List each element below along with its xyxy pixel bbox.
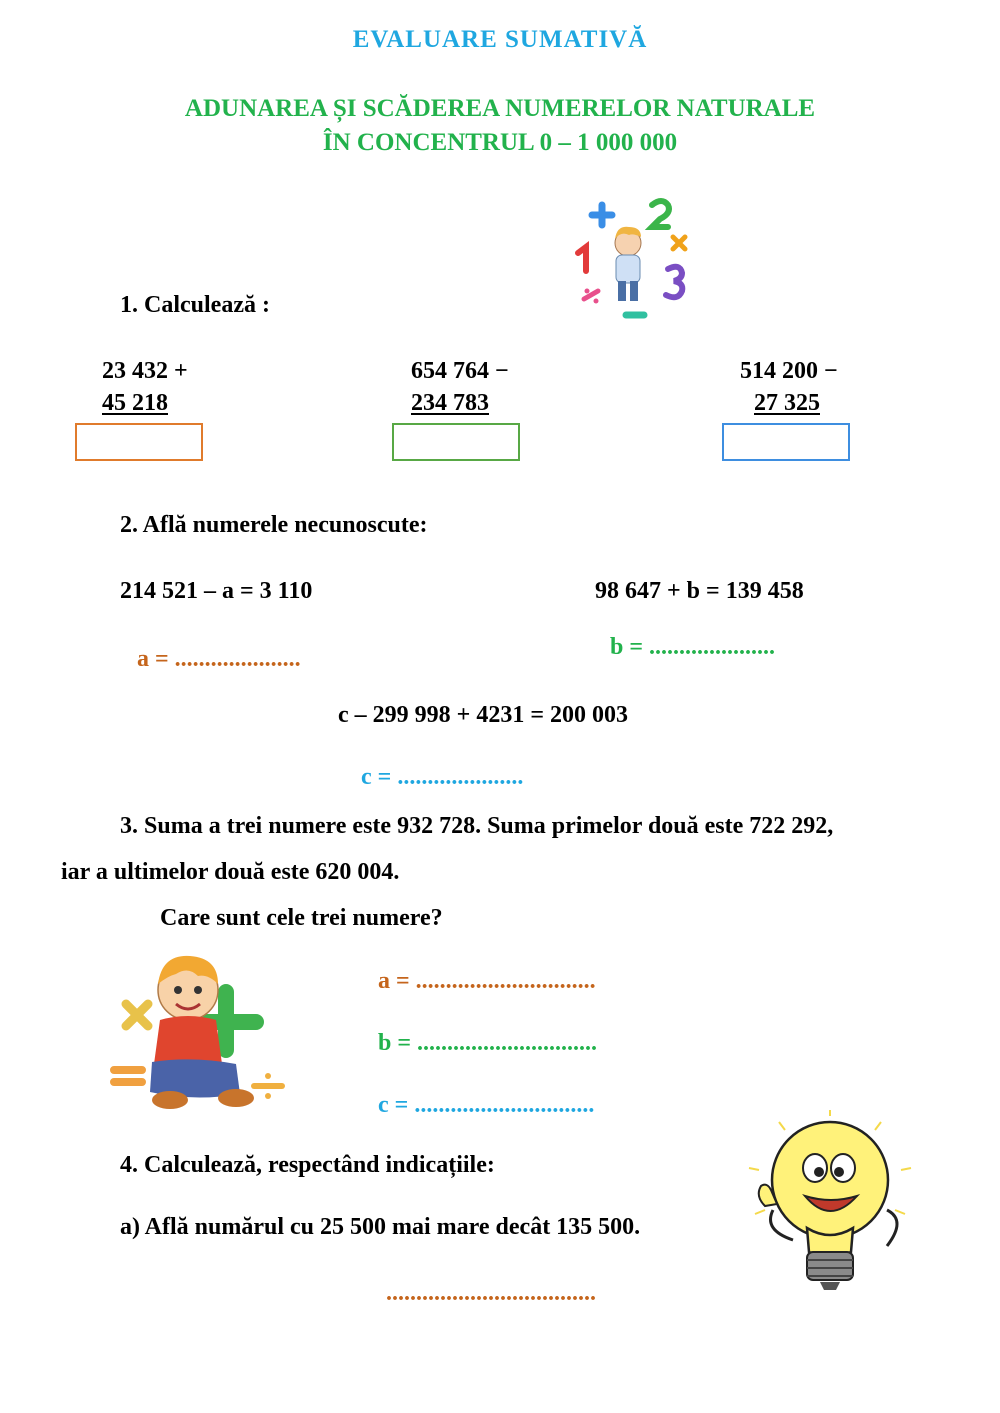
answer-box-1[interactable] bbox=[75, 423, 203, 461]
exercise-4-item-a: a) Află numărul cu 25 500 mai mare decât 135 500. bbox=[120, 1214, 641, 1240]
answer-b-line[interactable]: b = ..................... bbox=[610, 634, 776, 660]
subtitle-line-2: ÎN CONCENTRUL 0 – 1 000 000 bbox=[322, 129, 678, 156]
exercise-2-heading: 2. Află numerele necunoscute: bbox=[120, 512, 428, 538]
answer-box-2[interactable] bbox=[392, 423, 520, 461]
equation-c: c – 299 998 + 4231 = 200 003 bbox=[338, 702, 629, 728]
exercise-3-answer-a[interactable]: a = .............................. bbox=[378, 968, 596, 994]
answer-box-3[interactable] bbox=[722, 423, 850, 461]
equation-a: 214 521 – a = 3 110 bbox=[120, 578, 313, 604]
operation-3-top: 514 200 − bbox=[740, 358, 838, 384]
exercise-4-heading: 4. Calculează, respectând indicațiile: bbox=[120, 1152, 495, 1178]
operation-1-bottom: 45 218 bbox=[102, 390, 168, 416]
exercise-3-line-2: iar a ultimelor două este 620 004. bbox=[61, 859, 400, 885]
exercise-3-answer-c[interactable]: c = .............................. bbox=[378, 1092, 595, 1118]
operation-1-top: 23 432 + bbox=[102, 358, 188, 384]
exercise-3-line-1: 3. Suma a trei numere este 932 728. Suma primelor două este 722 292, bbox=[120, 813, 834, 839]
math-boy-illustration bbox=[570, 195, 700, 325]
page-title: EVALUARE SUMATIVĂ bbox=[352, 26, 648, 53]
exercise-4-answer-line[interactable]: ................................... bbox=[386, 1280, 596, 1306]
light-bulb-illustration bbox=[745, 1110, 915, 1295]
operation-2-top: 654 764 − bbox=[411, 358, 509, 384]
page-subtitle bbox=[0, 92, 1000, 160]
answer-a-line[interactable]: a = ..................... bbox=[137, 646, 301, 672]
boy-math-signs-illustration bbox=[108, 950, 286, 1122]
operation-3-bottom: 27 325 bbox=[754, 390, 820, 416]
operation-2-bottom: 234 783 bbox=[411, 390, 489, 416]
exercise-3-answer-b[interactable]: b = .............................. bbox=[378, 1030, 598, 1056]
exercise-1-heading: 1. Calculează : bbox=[120, 292, 270, 318]
equation-b: 98 647 + b = 139 458 bbox=[595, 578, 804, 604]
answer-c-line[interactable]: c = ..................... bbox=[361, 764, 524, 790]
exercise-3-question: Care sunt cele trei numere? bbox=[160, 905, 443, 931]
subtitle-line-1: ADUNAREA ȘI SCĂDEREA NUMERELOR NATURALE bbox=[184, 95, 816, 122]
